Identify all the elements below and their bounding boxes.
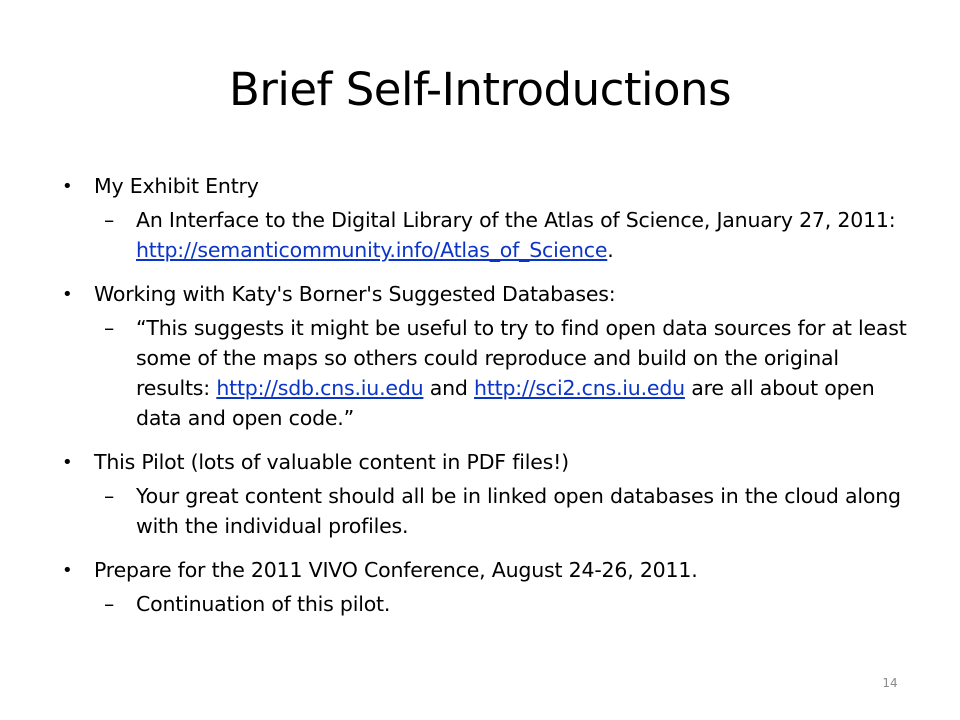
sub-bullet-item bbox=[104, 313, 912, 433]
bullet-text: Working with Katy's Borner's Suggested Databases: bbox=[94, 282, 616, 306]
sub-bullet-text: Your great content should all be in linked open databases in the cloud along with the individual profiles. bbox=[136, 484, 901, 538]
bullet-item bbox=[62, 556, 912, 585]
sdb-link[interactable]: http://sdb.cns.iu.edu bbox=[216, 376, 424, 400]
sci2-link[interactable]: http://sci2.cns.iu.edu bbox=[474, 376, 685, 400]
sub-bullet-middle: and bbox=[423, 376, 475, 400]
dash-icon: – bbox=[104, 208, 115, 232]
sub-bullet-item bbox=[104, 205, 912, 265]
bullet-text: Prepare for the 2011 VIVO Conference, August 24-26, 2011. bbox=[94, 558, 698, 582]
dash-icon: – bbox=[104, 316, 115, 340]
bullet-item bbox=[62, 172, 912, 201]
dash-icon: – bbox=[104, 484, 115, 508]
slide-title: Brief Self-Introductions bbox=[228, 63, 732, 116]
sub-bullet-suffix: are all about open data and open code.” bbox=[136, 376, 875, 430]
bullet-dot-icon: • bbox=[62, 176, 73, 197]
sub-bullet-text: Continuation of this pilot. bbox=[136, 592, 391, 616]
bullet-text: This Pilot (lots of valuable content in PDF files!) bbox=[94, 450, 569, 474]
bullet-text: My Exhibit Entry bbox=[94, 174, 259, 198]
sub-bullet-suffix: . bbox=[607, 238, 614, 262]
bullet-item bbox=[62, 280, 912, 309]
sub-bullet-text: An Interface to the Digital Library of the Atlas of Science, January 27, 2011: bbox=[136, 208, 896, 232]
bullet-dot-icon: • bbox=[62, 560, 73, 581]
dash-icon: – bbox=[104, 592, 115, 616]
bullet-dot-icon: • bbox=[62, 452, 73, 473]
slide-body bbox=[62, 172, 912, 634]
bullet-dot-icon: • bbox=[62, 284, 73, 305]
sub-bullet-item bbox=[104, 481, 912, 541]
slide-number: 14 bbox=[882, 676, 898, 690]
sub-bullet-text: “This suggests it might be useful to try to find open data sources for at least some of the maps so others could reproduce and build on the original results: bbox=[136, 316, 907, 400]
atlas-of-science-link[interactable]: http://semanticommunity.info/Atlas_of_Science bbox=[136, 238, 608, 262]
sub-bullet-item bbox=[104, 589, 912, 619]
bullet-item bbox=[62, 448, 912, 477]
